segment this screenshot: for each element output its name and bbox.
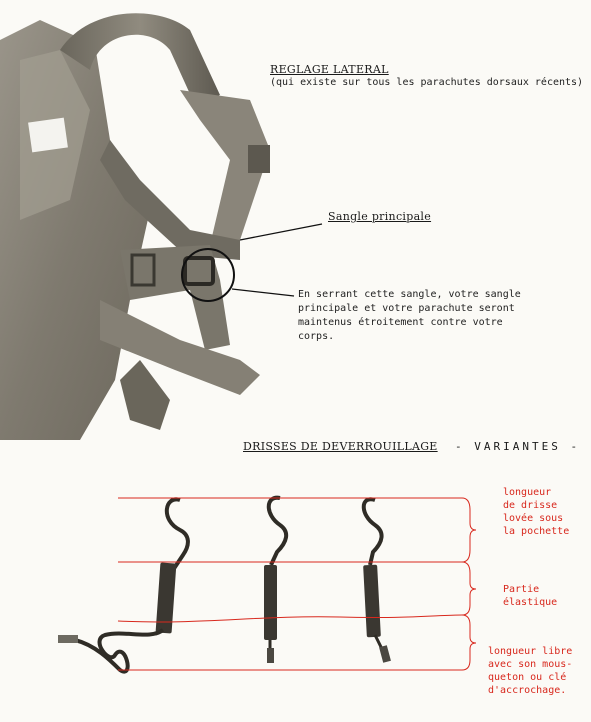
annotation-line: longueur — [503, 487, 552, 498]
annotation-line: de drisse — [503, 500, 558, 511]
section-title-lateral-adjustment: REGLAGE LATERAL — [270, 63, 389, 76]
annotation-line: la pochette — [503, 526, 570, 537]
annotation-free-length — [488, 645, 572, 697]
description-line: En serrant cette sangle, votre sangle — [298, 289, 521, 300]
annotation-line: élastique — [503, 597, 558, 608]
description-line: corps. — [298, 331, 335, 342]
annotation-line: d'accrochage. — [488, 685, 567, 696]
annotation-line: lovée sous — [503, 513, 564, 524]
annotation-stowed-length — [503, 486, 569, 538]
annotation-line: longueur libre — [488, 646, 573, 657]
annotation-elastic-part — [503, 583, 557, 609]
label-main-strap: Sangle principale — [328, 210, 432, 223]
annotation-line: queton ou clé — [488, 672, 567, 683]
annotation-line: Partie — [503, 584, 540, 595]
strap-description — [298, 288, 521, 344]
section-subtitle: (qui existe sur tous les parachutes dorsaux récents) — [270, 77, 584, 88]
section-title-release-cords: DRISSES DE DEVERROUILLAGE — [243, 440, 438, 453]
description-line: principale et votre parachute seront — [298, 303, 515, 314]
description-line: maintenus étroitement contre votre — [298, 317, 503, 328]
annotation-line: avec son mous- — [488, 659, 573, 670]
section-title-variants: - VARIANTES - — [455, 440, 581, 453]
